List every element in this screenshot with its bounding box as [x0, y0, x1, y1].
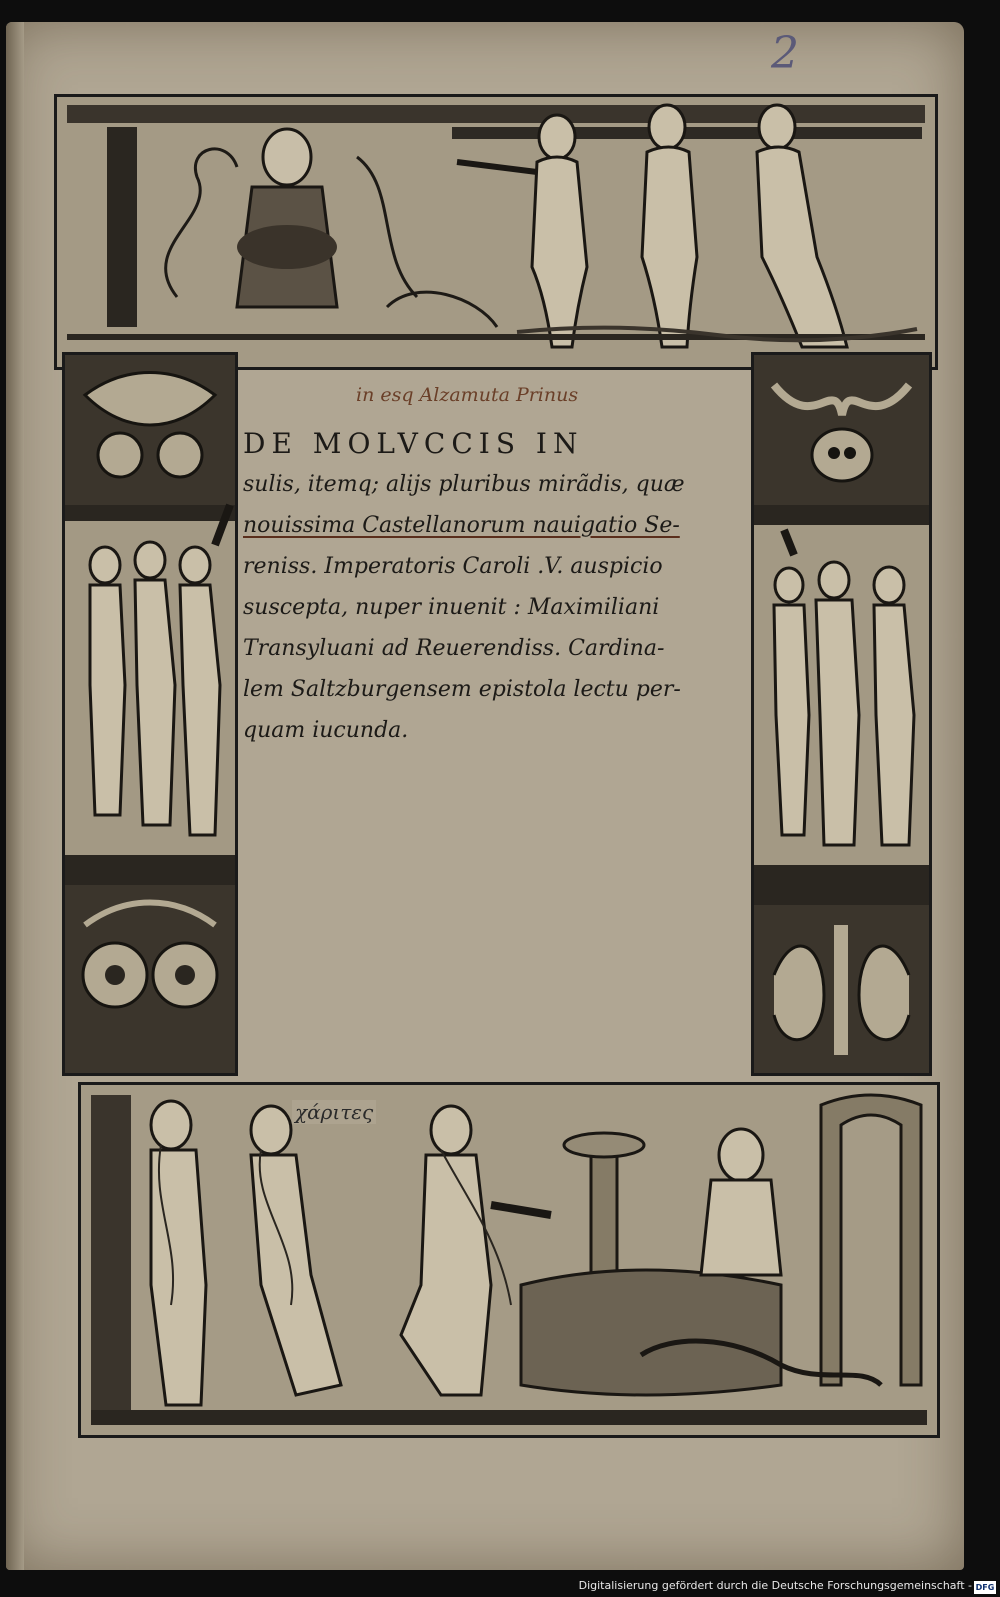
title-line: nouissima Castellanorum nauigatio Se-	[243, 513, 680, 538]
title-line: suscepta, nuper inuenit : Maximiliani	[243, 595, 660, 620]
title-line: quam iucunda.	[243, 718, 409, 743]
woodcut-three-graces-and-fountain	[81, 1085, 937, 1435]
footer-credit: Digitalisierung gefördert durch die Deutsche Forschungsgemeinschaft -	[578, 1579, 972, 1592]
page-number: 2	[771, 28, 800, 79]
title-line: Transyluani ad Reuerendiss. Cardina-	[243, 636, 665, 661]
woodcut-left-panel	[62, 352, 238, 1076]
dfg-logo: DFG	[975, 1583, 995, 1592]
title-line: sulis, itemq; alijs pluribus mirãdis, quæ	[243, 472, 685, 497]
title-heading: DE MOLVCCIS IN	[243, 427, 584, 460]
woodcut-right-figures-and-ornaments	[754, 355, 929, 1073]
title-line: lem Saltzburgensem epistola lectu per-	[243, 677, 681, 702]
page-edge	[6, 22, 24, 1570]
manuscript-annotation: in esq Alzamuta Prinus	[356, 384, 579, 406]
woodcut-top-panel	[54, 94, 938, 370]
title-line: reniss. Imperatoris Caroli .V. auspicio	[243, 554, 663, 579]
woodcut-right-panel	[751, 352, 932, 1076]
woodcut-left-figures-and-ornaments	[65, 355, 235, 1073]
title-block	[243, 424, 743, 751]
woodcut-bottom-panel	[78, 1082, 940, 1438]
woodcut-musician-and-dancers	[57, 97, 935, 367]
book-page	[6, 22, 964, 1570]
greek-annotation: χάριτες	[292, 1100, 376, 1124]
